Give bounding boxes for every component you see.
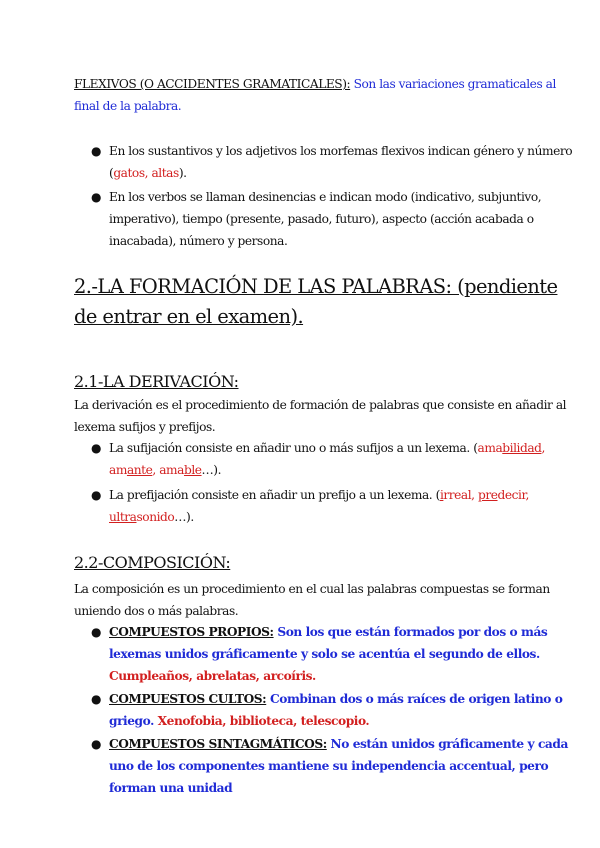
flexivos-heading: FLEXIVOS (O ACCIDENTES GRAMATICALES): bbox=[74, 77, 351, 91]
flexivos-definition: Son las variaciones gramaticales al final de la palabra. bbox=[74, 77, 556, 113]
bullet-icon: ● bbox=[91, 692, 102, 706]
composicion-intro: La composición es un procedimiento en el cual las palabras compuestas se forman uniendo dos o más palabras. bbox=[74, 582, 550, 618]
list-item: ● En los verbos se llaman desinencias e indican modo (indicativo, subjuntivo, imperativo), tiempo (presente, pasado, futuro), aspecto (acción acabada o inacabada), número y persona. bbox=[74, 186, 584, 252]
example-words: Xenofobia, biblioteca, telescopio. bbox=[157, 714, 370, 728]
flexivos-list bbox=[74, 140, 584, 252]
list-item: ● La sufijación consiste en añadir uno o más sufijos a un lexema. (amabilidad, amante, amable…). bbox=[74, 437, 574, 481]
list-item: ● COMPUESTOS SINTAGMÁTICOS: No están unidos gráficamente y cada uno de los componentes mantiene su independencia accentual, pero forman una unidad bbox=[74, 733, 589, 799]
list-item: ● La prefijación consiste en añadir un prefijo a un lexema. (irreal, predecir, ultrasonido…). bbox=[74, 484, 574, 528]
list-item: ● COMPUESTOS CULTOS: Combinan dos o más raíces de origen latino o griego. Xenofobia, biblioteca, telescopio. bbox=[74, 688, 589, 732]
bullet-icon: ● bbox=[91, 737, 102, 751]
bullet-icon: ● bbox=[91, 144, 102, 158]
bullet-icon: ● bbox=[91, 488, 102, 502]
composicion-list bbox=[74, 621, 589, 799]
bullet-icon: ● bbox=[91, 441, 102, 455]
flexivos-paragraph bbox=[74, 73, 579, 117]
list-item: ● COMPUESTOS PROPIOS: Son los que están formados por dos o más lexemas unidos gráficamente y solo se acentúa el segundo de ellos. Cumpleaños, abrelatas, arcoíris. bbox=[74, 621, 589, 687]
example-words: Cumpleaños, abrelatas, arcoíris. bbox=[109, 669, 316, 683]
subsection-heading-derivacion: 2.1-LA DERIVACIÓN: bbox=[74, 372, 239, 391]
list-item: ● En los sustantivos y los adjetivos los morfemas flexivos indican género y número (gatos, altas). bbox=[74, 140, 584, 184]
bullet-icon: ● bbox=[91, 625, 102, 639]
bullet-icon: ● bbox=[91, 190, 102, 204]
subsection-heading-composicion: 2.2-COMPOSICIÓN: bbox=[74, 553, 231, 572]
derivacion-list bbox=[74, 437, 574, 528]
section-heading-formacion: 2.-LA FORMACIÓN DE LAS PALABRAS: (pendiente de entrar en el examen). bbox=[74, 275, 558, 328]
derivacion-intro: La derivación es el procedimiento de formación de palabras que consiste en añadir al lexema sufijos y prefijos. bbox=[74, 398, 567, 434]
example-words: gatos, altas bbox=[113, 166, 179, 180]
